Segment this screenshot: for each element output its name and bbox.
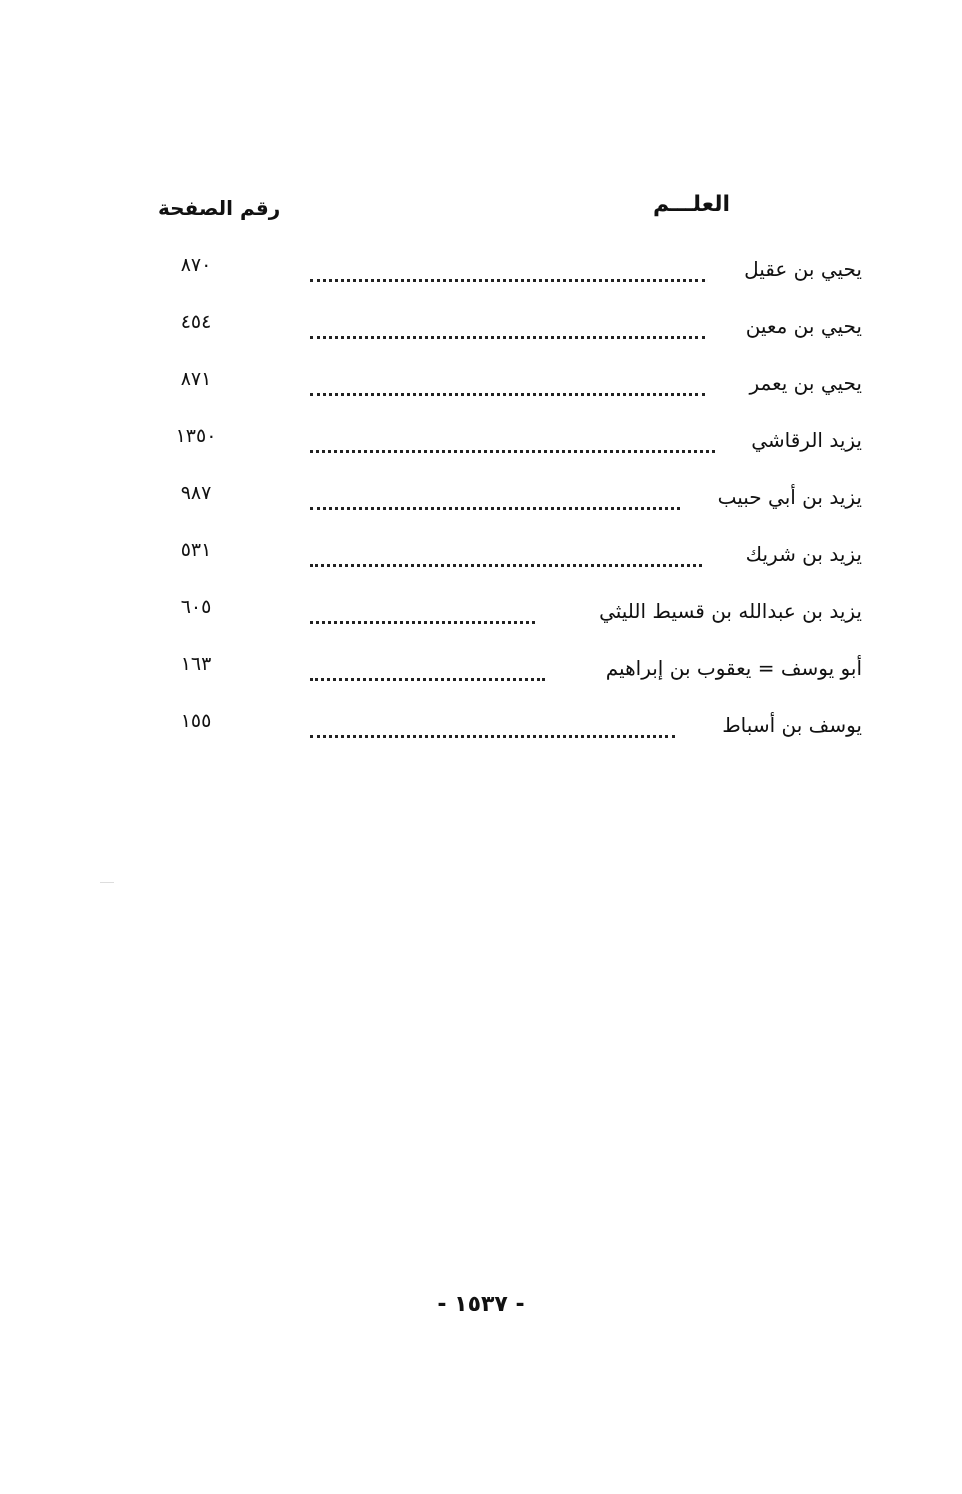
entry-page-number: ٨٧١ [180, 368, 212, 390]
entry-page-number: ٨٧٠ [180, 254, 212, 276]
entry-name: يزيد بن شريك [745, 541, 862, 566]
entry-name: يحيي بن يعمر [749, 370, 862, 395]
entry-page-number: ٩٨٧ [180, 482, 212, 504]
list-item [150, 639, 862, 696]
page-column-header: رقم الصفحة [158, 196, 281, 220]
entry-name: يحيي بن عقيل [744, 256, 862, 281]
entry-page-number: ١٣٥٠ [175, 425, 217, 447]
leader-dots [310, 332, 705, 339]
list-item [150, 411, 862, 468]
leader-dots [310, 731, 675, 738]
leader-dots [310, 674, 545, 681]
entry-name: أبو يوسف = يعقوب بن إبراهيم [605, 655, 862, 680]
page-number: - ١٥٣٧ - [437, 1292, 525, 1317]
leader-dots [310, 275, 705, 282]
list-item [150, 696, 862, 753]
entry-page-number: ١٥٥ [180, 710, 212, 732]
scan-mark [100, 882, 114, 883]
entry-page-number: ٤٥٤ [180, 311, 212, 333]
leader-dots [310, 446, 715, 453]
entry-page-number: ١٦٣ [180, 653, 212, 675]
list-item [150, 240, 862, 297]
entry-name: يزيد الرقاشي [751, 427, 862, 452]
list-item [150, 582, 862, 639]
leader-dots [310, 389, 705, 396]
list-item [150, 297, 862, 354]
leader-dots [310, 503, 680, 510]
entry-name: يزيد بن أبي حبيب [717, 484, 862, 509]
list-item [150, 468, 862, 525]
index-list [150, 240, 862, 753]
entry-name: يزيد بن عبدالله بن قسيط الليثي [599, 598, 862, 623]
leader-dots [310, 617, 535, 624]
entry-page-number: ٦٠٥ [180, 596, 212, 618]
leader-dots [310, 560, 702, 567]
name-column-header: العلـــم [652, 192, 730, 217]
list-item [150, 354, 862, 411]
entry-page-number: ٥٣١ [180, 539, 212, 561]
entry-name: يوسف بن أسباط [722, 712, 862, 737]
list-item [150, 525, 862, 582]
entry-name: يحيي بن معين [745, 313, 862, 338]
